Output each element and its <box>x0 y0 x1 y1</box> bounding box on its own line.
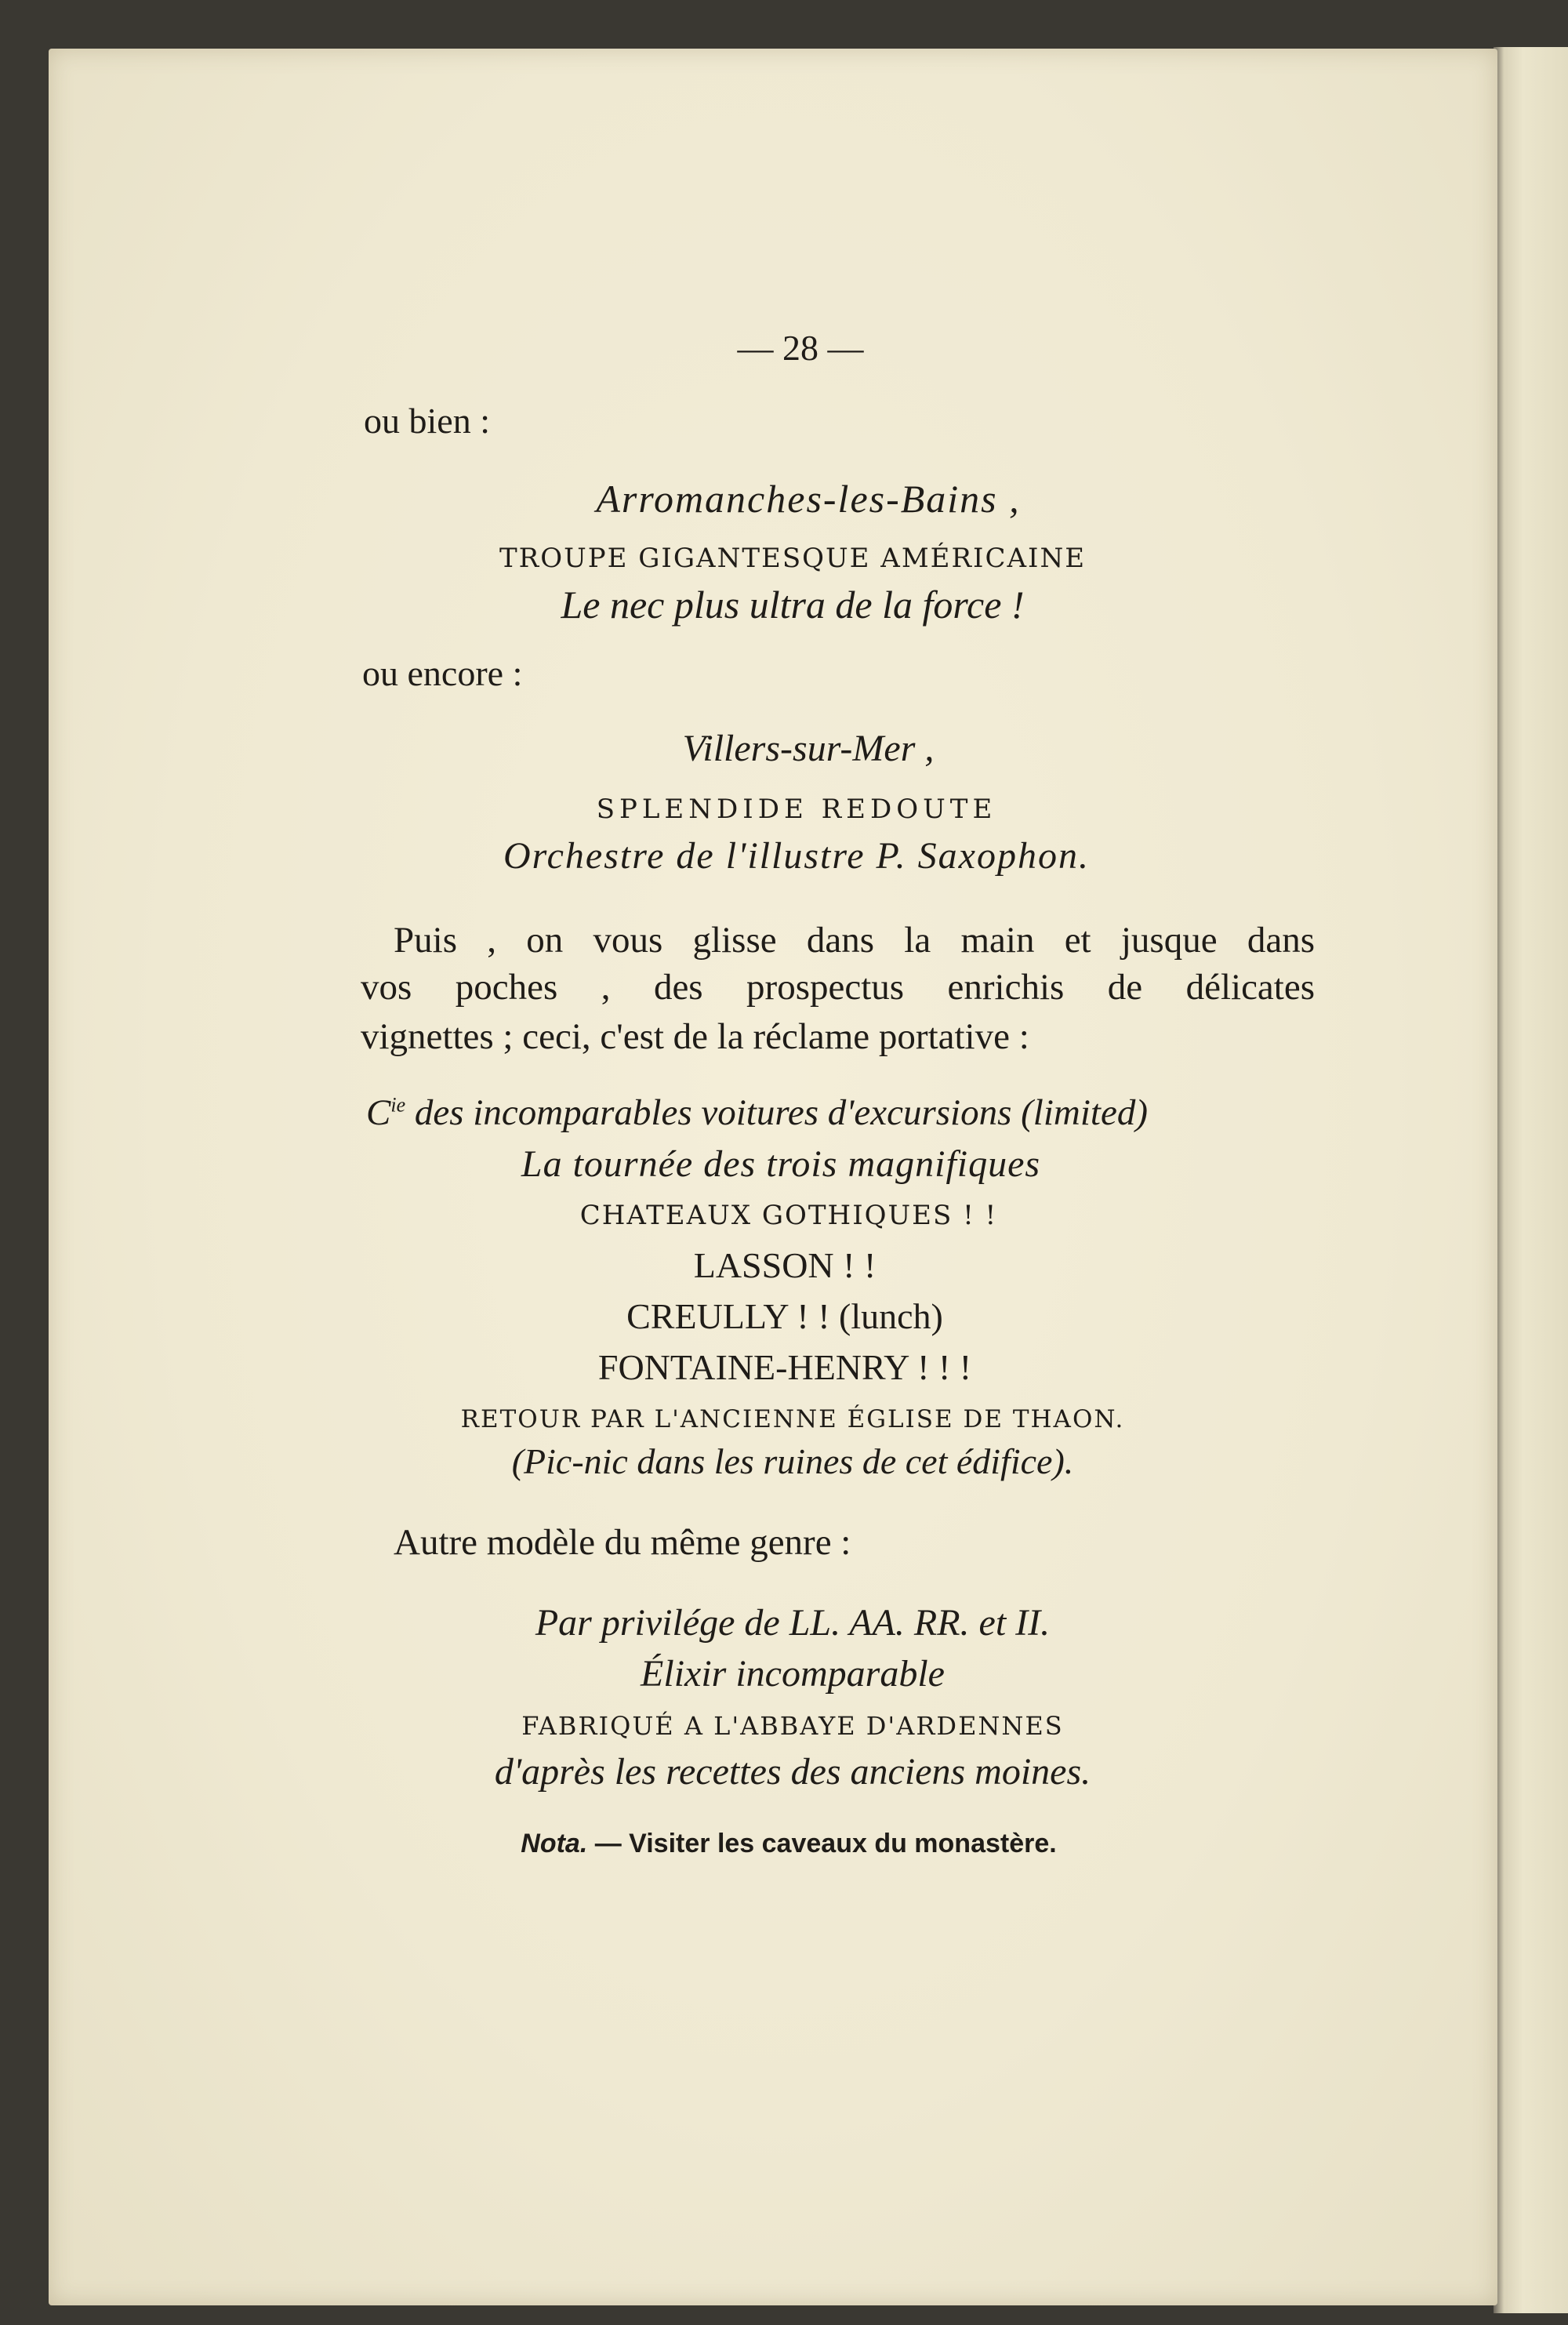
heading-villers: Villers-sur-Mer , <box>682 728 935 769</box>
text-nota <box>80 1829 1497 1859</box>
text-splendide-redoute: SPLENDIDE REDOUTE <box>596 794 997 825</box>
text-ou-bien: ou bien : <box>364 401 490 441</box>
paragraph-line-1: Puis , on vous glisse dans la main et jusque dans <box>394 920 1315 961</box>
nota-label: Nota. <box>521 1829 588 1858</box>
text-tournee: La tournée des trois magnifiques <box>521 1143 1041 1185</box>
paragraph-line-2: vos poches , des prospectus enrichis de délicates <box>361 967 1315 1008</box>
text-retour: RETOUR PAR L'ANCIENNE ÉGLISE DE THAON. <box>460 1405 1125 1433</box>
book-page <box>49 49 1497 2305</box>
text-lasson: LASSON ! ! <box>693 1245 877 1285</box>
text-nec-plus-ultra: Le nec plus ultra de la force ! <box>561 583 1025 627</box>
text-troupe: TROUPE GIGANTESQUE AMÉRICAINE <box>499 543 1087 574</box>
text-chateaux: CHATEAUX GOTHIQUES ! ! <box>579 1200 998 1231</box>
cie-superscript: ie <box>390 1093 406 1117</box>
cie-text: des incomparables voitures d'excursions (limited) <box>414 1092 1148 1133</box>
text-orchestre: Orchestre de l'illustre P. Saxophon. <box>503 835 1090 877</box>
text-creully: CREULLY ! ! (lunch) <box>626 1296 943 1336</box>
text-recettes: d'après les recettes des anciens moines. <box>494 1751 1091 1793</box>
next-page-edge <box>1494 47 1568 2313</box>
heading-arromanches: Arromanches-les-Bains , <box>596 477 1021 521</box>
text-fabrique: FABRIQUÉ A L'ABBAYE D'ARDENNES <box>521 1711 1064 1741</box>
page-number: — 28 — <box>737 328 864 368</box>
nota-text: — Visiter les caveaux du monastère. <box>594 1829 1057 1858</box>
text-privilege: Par privilége de LL. AA. RR. et II. <box>535 1602 1051 1644</box>
text-compagnie <box>366 1092 1148 1134</box>
paragraph-line-3: vignettes ; ceci, c'est de la réclame portative : <box>361 1016 1029 1057</box>
text-autre-modele: Autre modèle du même genre : <box>394 1522 851 1563</box>
text-fontaine-henry: FONTAINE-HENRY ! ! ! <box>597 1347 972 1387</box>
text-ou-encore: ou encore : <box>362 653 523 693</box>
text-picnic: (Pic-nic dans les ruines de cet édifice). <box>511 1441 1074 1481</box>
cie-abbrev: C <box>366 1092 391 1133</box>
text-elixir: Élixir incomparable <box>641 1653 945 1695</box>
